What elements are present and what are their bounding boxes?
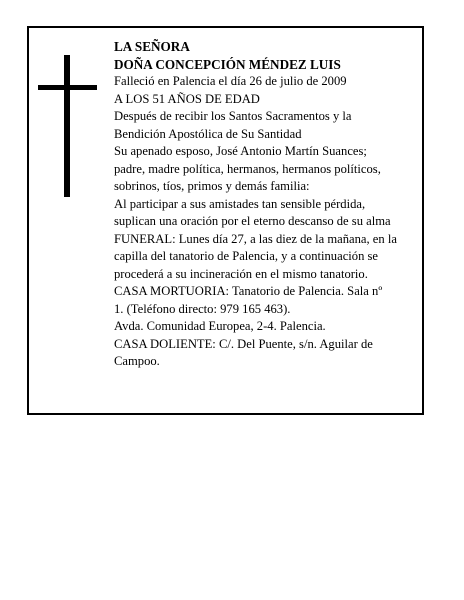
request-line-2: suplican una oración por el eterno descanso de su alma xyxy=(114,214,391,228)
death-line: Falleció en Palencia el día 26 de julio de 2009 xyxy=(114,74,347,88)
funeral-line-3: procederá a su incineración en el mismo tanatorio. xyxy=(114,266,368,281)
sacraments-line-1: Después de recibir los Santos Sacramentos y la xyxy=(114,109,352,123)
casa-mortuoria-line-1: CASA MORTUORIA: Tanatorio de Palencia. Sala nº xyxy=(114,284,383,298)
family-line-2: padre, madre política, hermanos, hermanos políticos, xyxy=(114,161,381,176)
notice-title: LA SEÑORA xyxy=(114,39,190,54)
family-line-3: sobrinos, tíos, primos y demás familia: xyxy=(114,179,310,193)
casa-doliente-line-1: CASA DOLIENTE: C/. Del Puente, s/n. Aguilar de xyxy=(114,336,373,351)
funeral-line-1: FUNERAL: Lunes día 27, a las diez de la mañana, en la xyxy=(114,231,397,246)
obituary-text xyxy=(114,38,426,371)
funeral-line-2: capilla del tanatorio de Palencia, y a continuación se xyxy=(114,249,379,263)
cross-icon-vertical xyxy=(64,55,70,197)
sacraments-line-2: Bendición Apostólica de Su Santidad xyxy=(114,126,302,141)
casa-mortuoria-line-3: Avda. Comunidad Europea, 2-4. Palencia. xyxy=(114,319,326,333)
cross-icon-horizontal xyxy=(38,85,97,90)
family-line-1: Su apenado esposo, José Antonio Martín Suances; xyxy=(114,144,367,158)
age-line: A LOS 51 AÑOS DE EDAD xyxy=(114,91,260,106)
casa-doliente-line-2: Campoo. xyxy=(114,354,160,368)
request-line-1: Al participar a sus amistades tan sensible pérdida, xyxy=(114,196,366,211)
deceased-name: DOÑA CONCEPCIÓN MÉNDEZ LUIS xyxy=(114,56,341,72)
casa-mortuoria-line-2: 1. (Teléfono directo: 979 165 463). xyxy=(114,301,291,316)
